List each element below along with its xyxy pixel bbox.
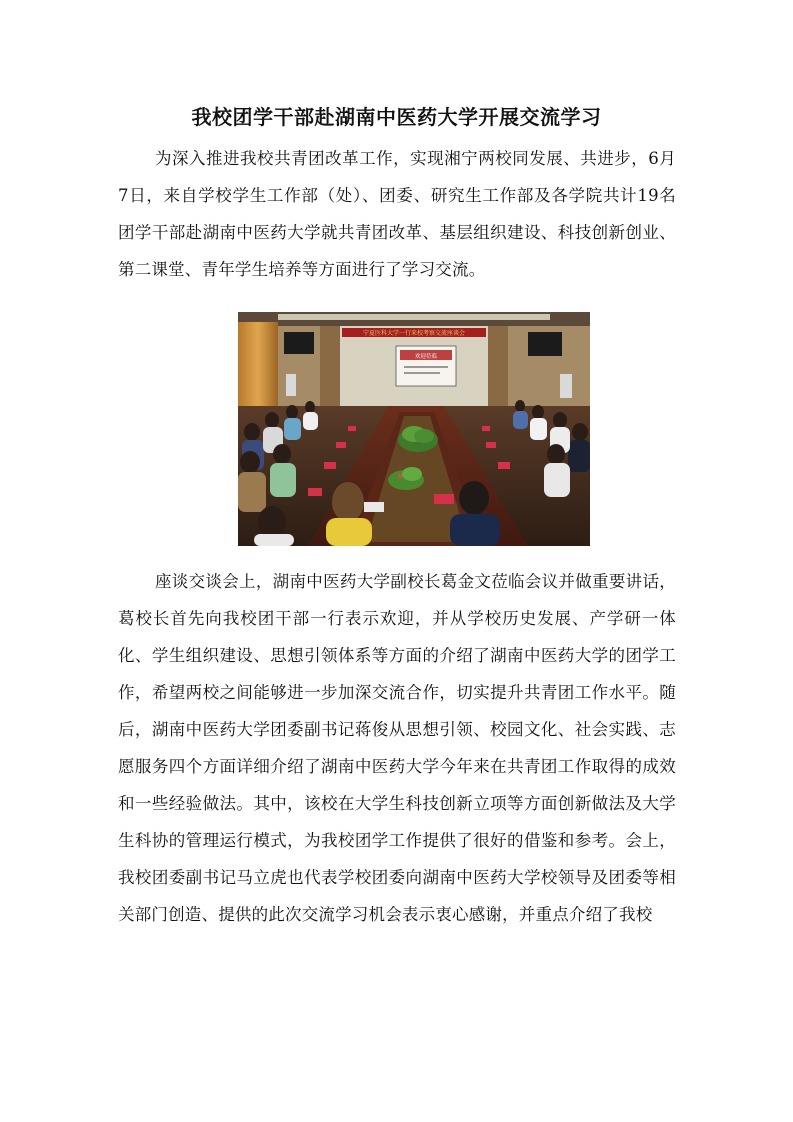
article-title: 我校团学干部赴湖南中医药大学开展交流学习	[191, 105, 602, 129]
right-tv-screen	[528, 332, 562, 356]
paragraph-1: 为深入推进我校共青团改革工作，实现湘宁两校同发展、共进步，6月7日，来自学校学生工作部（处）、团委、研究生工作部及各学院共计19名团学干部赴湖南中医药大学就共青团改革、基层组织建设、科技创新创业、第二课堂、青年学生培养等方面进行了学习交流。	[118, 149, 676, 279]
paragraph-2: 座谈交谈会上，湖南中医药大学副校长葛金文莅临会议并做重要讲话，葛校长首先向我校团干部一行表示欢迎，并从学校历史发展、产学研一体化、学生组织建设、思想引领体系等方面的介绍了湖南中医药大学的团学工作，希望两校之间能够进一步加深交流合作，切实提升共青团工作水平。随后，湖南中医药大学团委副书记蒋俊从思想引领、校园文化、社会实践、志愿服务四个方面详细介绍了湖南中医药大学今年来在共青团工作取得的成效和一些经验做法。其中，该校在大学生科技创新立项等方面创新做法及大学生科协的管理运行模式，为我校团学工作提供了很好的借鉴和参考。会上，我校团委副书记马立虎也代表学校团委向湖南中医药大学校领导及团委等相关部门创造、提供的此次交流学习机会表示衷心感谢，并重点介绍了我校	[118, 572, 676, 924]
banner-text: 宁夏医科大学一行来校考察交流座谈会	[362, 330, 466, 337]
meeting-photo	[238, 312, 590, 546]
screen-text: 欢迎莅临	[414, 354, 438, 360]
left-tv-screen	[284, 332, 314, 354]
